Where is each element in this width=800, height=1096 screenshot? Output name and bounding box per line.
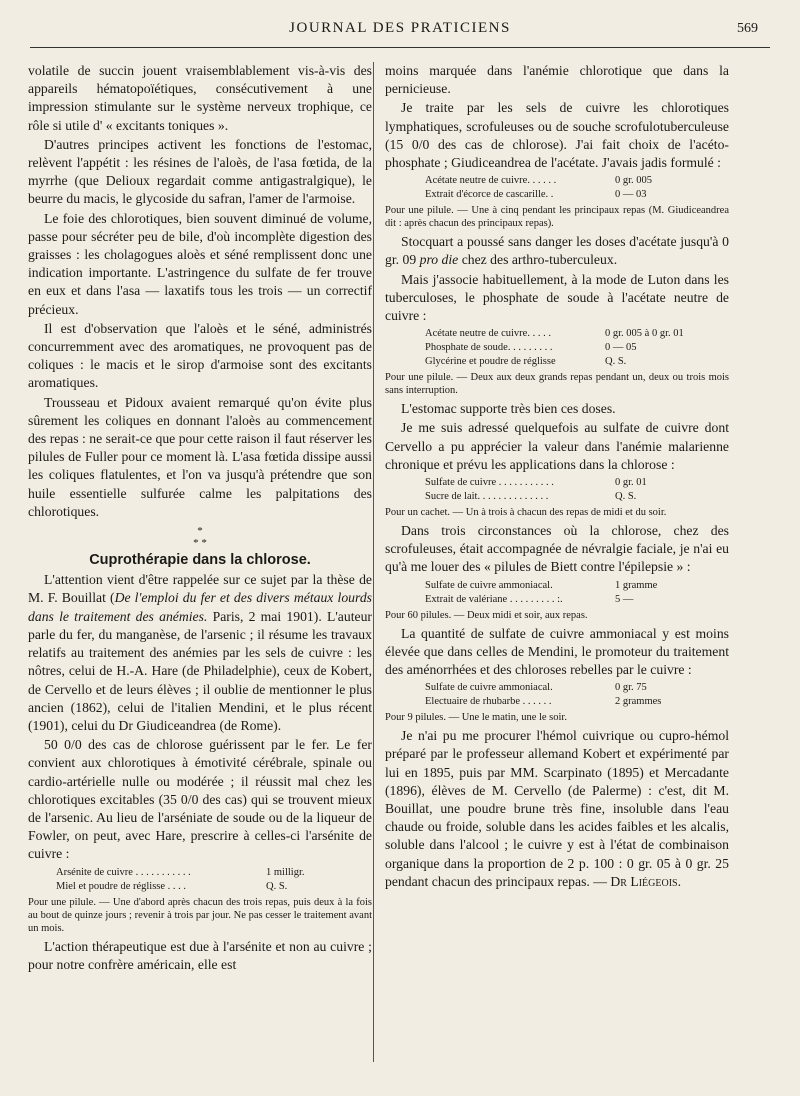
paragraph: D'autres principes activent les fonctions de l'estomac, relèvent l'appétit : les résines de l'aloès, de l'asa fœtida, de la myrrhe (que Delioux regardait comme antigastralgique), le beurre du macis, le glycoside du safran, l'amer de l'armoise.: [28, 136, 372, 207]
prescription: Sulfate de cuivre ammoniacal. 1 gramme Extrait de valériane . . . . . . . . . :. 5 —: [425, 579, 658, 605]
paragraph: Il est d'observation que l'aloès et le séné, administrés concurremment avec des aromatiques, ne provoquent pas de coliques : le macis et le sirop d'armoise sont des excitants aromatiques.: [28, 320, 372, 391]
page-header: [30, 14, 770, 50]
prescription-note: Pour une pilule. — Deux aux deux grands repas pendant un, deux ou trois mois sans interruption.: [385, 372, 729, 397]
prescription-note: Pour 9 pilules. — Une le matin, une le soir.: [385, 712, 567, 724]
paragraph: La quantité de sulfate de cuivre ammoniacal y est moins élevée que dans celles de Mendini, le promoteur du traitement des aménorrhées et des chloroses rebelles par le cuivre :: [385, 625, 729, 678]
paragraph: Je me suis adressé quelquefois au sulfate de cuivre dont Cervello a pu apprécier la valeur dans l'anémie malarienne chronique et prévu les applications dans la chlorose :: [385, 420, 729, 472]
column-divider: [373, 62, 374, 1062]
prescription-note: Pour un cachet. — Un à trois à chacun des repas de midi et du soir.: [385, 507, 667, 519]
page-number: 569: [737, 21, 758, 36]
author-signature: Dr Liégeois.: [610, 873, 682, 889]
paragraph: Trousseau et Pidoux avaient remarqué qu'on évite plus sûrement les coliques en donnant l'aloès au commencement des repas : ne serait-ce que pour cette raison il faut réserver les pilules de Fuller pour ce moment là. L'asa fœtida dissipe aussi les coliques flatulentes, et l'on va jusqu'à prétendre que son huile essentielle sulfurée calme les palpitations des chlorotiques.: [28, 394, 372, 519]
prescription: Arsénite de cuivre . . . . . . . . . . . 1 milligr. Miel et poudre de réglisse . . . . Q. S.: [56, 866, 305, 892]
prescription: Sulfate de cuivre . . . . . . . . . . . 0 gr. 01 Sucre de lait. . . . . . . . . . . . . . Q. S.: [425, 477, 647, 503]
prescription-note: Pour 60 pilules. — Deux midi et soir, aux repas.: [385, 609, 588, 621]
paragraph: Stocquart a poussé sans danger les doses d'acétate jusqu'à 0 gr. 09 pro die chez des arthro-tuberculeux.: [385, 234, 729, 268]
prescription: Acétate neutre de cuivre. . . . . 0 gr. 005 à 0 gr. 01 Phosphate de soude. . . . . . . . . 0 — 05 Glycérine et poudre de réglisse Q. S.: [425, 328, 684, 368]
paragraph: L'estomac supporte très bien ces doses.: [401, 401, 616, 417]
paragraph: L'attention vient d'être rappelée sur ce sujet par la thèse de M. F. Bouillat (De l'emploi du fer et des divers métaux lourds dans le traitement des anémies. Paris, 2 mai 1901). L'auteur parle du fer, du manganèse, de l'arsenic ; il résume les travaux relatifs au traitement des anémies par les sels de cuivre : les nôtres, celui de H.-A. Hare (de Philadelphie), ceux de Kobert, de Cervello et de leurs élèves ; il oublie de mentionner le plus ancien (1862), celui de l'italien Mendini, et le plus récent (1901), celui du Dr Giudiceandrea (de Rome).: [28, 572, 372, 733]
paragraph: volatile de succin jouent vraisemblablement vis-à-vis des appareils hématopoïétiques, consécutivement à une impression stimulante sur le système nerveux trophique, ce rôle si utile d' « excitants toniques ».: [28, 63, 372, 133]
paragraph: Mais j'associe habituellement, à la mode de Luton dans les tuberculoses, le phosphate de soude à l'acétate neutre de cuivre :: [385, 271, 729, 324]
header-rule: [30, 47, 770, 48]
prescription: Acétate neutre de cuivre. . . . . . 0 gr. 005 Extrait d'écorce de cascarille. . 0 — 03: [425, 175, 653, 201]
right-column: [385, 62, 729, 892]
paragraph: Le foie des chlorotiques, bien souvent diminué de volume, passe pour sécréter peu de bile, d'où incomplète digestion des graisses : les cholagogues aloès et séné remplissent donc une indication importante. L'astringence du sulfate de fer trouve en eux et dans l'asa — laxatifs tous les trois — un correctif précieux.: [28, 210, 372, 317]
paragraph: Dans trois circonstances où la chlorose, chez des scrofuleuses, était accompagnée de névralgie faciale, je n'ai eu qu'à me louer des « pilules de Biett contre l'épilepsie » :: [385, 523, 729, 575]
journal-title: JOURNAL DES PRATICIENS: [289, 20, 511, 36]
section-heading: Cuprothérapie dans la chlorose.: [89, 552, 311, 569]
prescription: Sulfate de cuivre ammoniacal. 0 gr. 75 Electuaire de rhubarbe . . . . . . 2 grammes: [425, 682, 662, 708]
paragraph: Je traite par les sels de cuivre les chlorotiques lymphatiques, scrofuleuses ou de souche scrofulotuberculeuse (15 0/0 des cas de chlorose). J'ai fait choix de l'acéto-phosphate ; Giudiceandrea de l'acétate. J'avais jadis formulé :: [385, 100, 729, 171]
prescription-note: Pour une pilule. — Une d'abord après chacun des trois repas, puis deux à la fois au bout de quinze jours ; revenir à trois par jour. Ne pas cesser le traitement avant un mois.: [28, 896, 372, 934]
paragraph: moins marquée dans l'anémie chlorotique que dans la pernicieuse.: [385, 63, 729, 97]
paragraph: 50 0/0 des cas de chlorose guérissent par le fer. Le fer convient aux chlorotiques à émotivité cérébrale, spinale ou cardio-artérielle nulle ou modérée ; il réussit mal chez les chlorotiques excitables (35 0/0 des cas) qui se trouvent mieux de l'arsenic. Au lieu de l'arséniate de soude ou de la liqueur de Fowler, on peut, avec Hare, prescrire à celles-ci l'arsénite de cuivre :: [28, 737, 372, 862]
paragraph: L'action thérapeutique est due à l'arsénite et non au cuivre ; pour notre confrère américain, elle est: [28, 938, 372, 972]
left-column: [28, 62, 372, 975]
section-separator: * * *: [193, 525, 207, 550]
prescription-note: Pour une pilule. — Une à cinq pendant les principaux repas (M. Giudiceandrea dit : après chacun des principaux repas).: [385, 205, 729, 230]
paragraph: Je n'ai pu me procurer l'hémol cuivrique ou cupro-hémol préparé par le professeur allemand Kobert et expérimenté par lui en 1895, puis par MM. Scarpinato (1895) et Mercadante (1896), élèves de M. Cervello (de Palerme) : c'est, dit M. Bouillat, une poudre brune très fine, insoluble dans l'eau chaude ou froide, soluble dans les acides faibles et les alcalis, soluble dans l'alcool ; le cuivre y est à l'état de combinaison organique dans la proportion de 2 p. 100 : 0 gr. 05 à 0 gr. 25 pendant chacun des principaux repas. — Dr Liégeois.: [385, 728, 729, 889]
